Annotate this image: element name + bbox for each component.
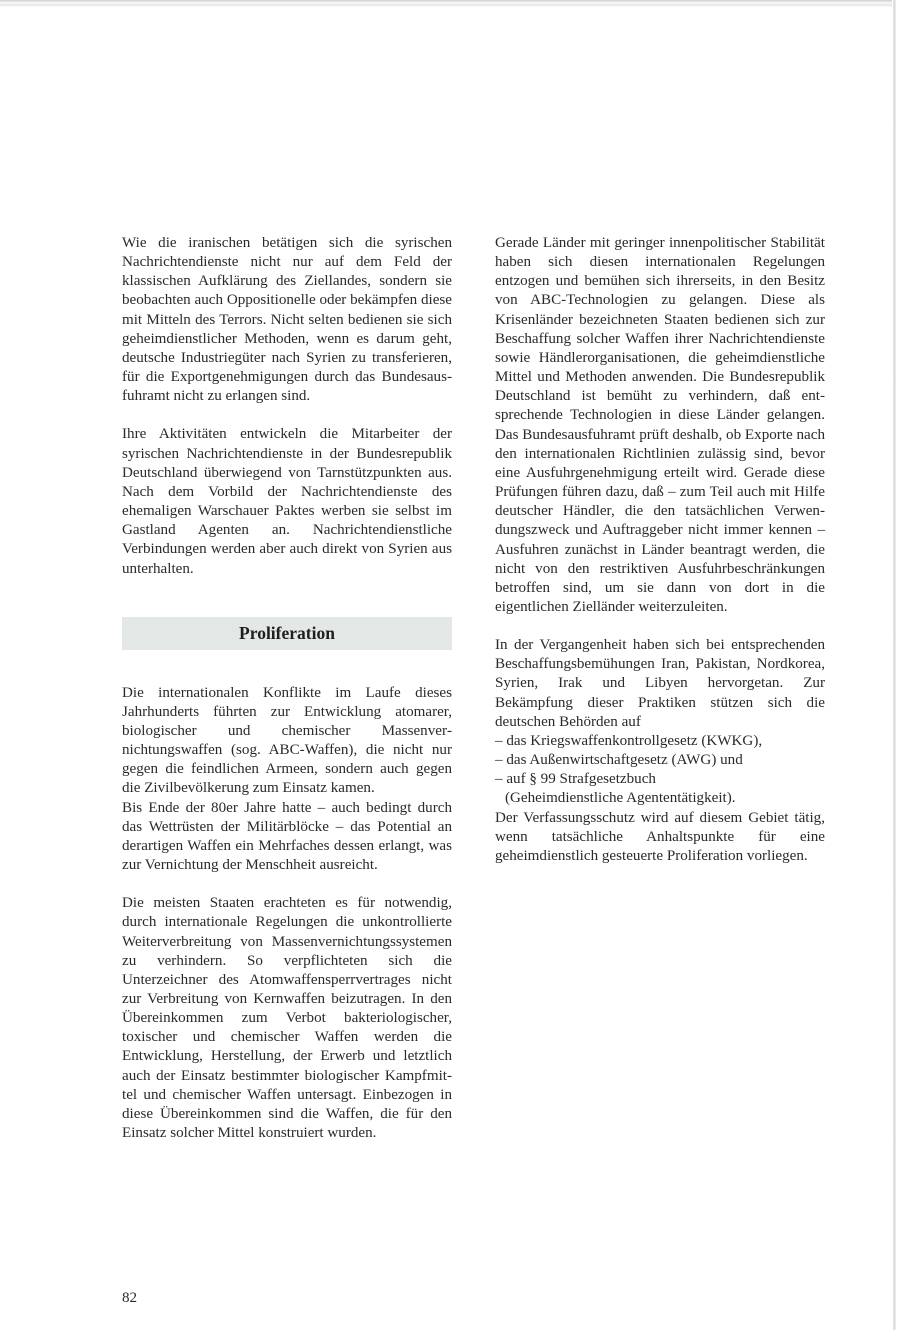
law-list xyxy=(495,732,825,809)
section-paragraph-3: Die meisten Staaten erachteten es für notwendig, durch internationale Regelungen die unkontrollierte Weiterverbreitung von Massenvernichtungssystemen zu verhindern. So verpflichteten sich die Unterzeichner des Atomwaffensperrvertrages nicht zur Verbreitung von Kernwaffen beizutragen. In den Übereinkommen zum Verbot bakteriologischer, toxischer und chemischer Waffen werden die Entwicklung, Herstellung, der Erwerb und letztlich auch der Einsatz bestimmter biologischer Kampfmittel und chemischer Waffen untersagt. Einbezogen in diese Übereinkommen sind die Waffen, die für den Einsatz solcher Mittel konstruiert wurden. xyxy=(122,895,452,1142)
right-paragraph-2: In der Vergangenheit haben sich bei entsprechenden Beschaffungsbemühungen Iran, Pakistan, Nordkorea, Syrien, Irak und Libyen hervorgetan. Zur Bekämpfung dieser Praktiken stützen sich die deutschen Behörden auf xyxy=(495,637,825,730)
left-column xyxy=(122,234,452,1143)
intro-paragraph-1: Wie die iranischen betätigen sich die syrischen Nachrichtendienste nicht nur auf dem Feld der klassischen Aufklärung des Ziellandes, sondern sie beobachten auch Oppositionelle oder bekämpfen diese mit Mitteln des Terrors. Nicht selten bedienen sie sich geheimdienstlicher Methoden, wenn es darum geht, deutsche Industriegüter nach Syrien zu transferieren, für die Exportgenehmigungen durch das Bundesausfuhramt nicht zu erlangen sind. xyxy=(122,235,452,405)
page-top-edge xyxy=(0,0,892,7)
list-item: – auf § 99 Strafgesetzbuch xyxy=(495,771,656,788)
right-column xyxy=(495,234,825,885)
list-item: (Geheimdienstliche Agententätigkeit). xyxy=(505,790,736,807)
section-title: Proliferation xyxy=(239,622,335,643)
list-item: – das Außenwirtschaftgesetz (AWG) und xyxy=(495,752,743,769)
section-paragraph-2: Bis Ende der 80er Jahre hatte – auch bedingt durch das Wettrüsten der Militärblöcke – das Potential an derartigen Waffen ein Mehrfaches dessen erlangt, was zur Vernichtung der Menschheit ausreicht. xyxy=(122,799,452,874)
page-right-edge xyxy=(893,0,896,1330)
right-paragraph-1: Gerade Länder mit geringer innenpolitischer Stabilität haben sich diesen internationalen Regelungen entzogen und bemühen sich ihrerseits, in den Besitz von ABC-Technologien zu gelangen. Diese als Krisenländer bezeichneten Staaten bedienen sich zur Beschaffung solcher Waffen ihrer Nachrichtendienste sowie Händlerorganisationen, die geheimdienstliche Mittel und Methoden anwenden. Die Bundesrepublik Deutschland ist bemüht zu verhindern, daß entsprechende Technologien in diese Länder gelangen. Das Bundesausfuhramt prüft deshalb, ob Exporte nach den internationalen Richtlinien zulässig sind, bevor eine Ausfuhrgenehmigung erteilt wird. Gerade diese Prüfungen führen dazu, daß – zum Teil auch mit Hilfe deutscher Händler, die den tatsächlichen Verwendungszweck und Auftraggeber nicht immer kennen – Ausfuhren zunächst in Länder beantragt werden, die nicht von den restriktiven Ausfuhrbeschränkungen betroffen sind, um sie dann von dort in die eigentlichen Zielländer weiterzuleiten. xyxy=(495,235,825,615)
intro-paragraph-2: Ihre Aktivitäten entwickeln die Mitarbeiter der syrischen Nachrichtendienste in der Bundesrepublik Deutschland überwiegend von Tarnstützpunkten aus. Nach dem Vorbild der Nachrichtendienste des ehemaligen Warschauer Paktes werben sie selbst im Gastland Agenten an. Nachrichtendienstliche Verbindungen werden aber auch direkt von Syrien aus unterhalten. xyxy=(122,426,452,577)
closing-paragraph: Der Verfassungsschutz wird auf diesem Gebiet tätig, wenn tatsächliche Anhaltspunkte für eine geheimdienstlich gesteuerte Proliferation vorliegen. xyxy=(495,809,825,864)
list-item: – das Kriegswaffenkontrollgesetz (KWKG), xyxy=(495,732,763,749)
page-number: 82 xyxy=(122,1290,138,1306)
section-heading-bar xyxy=(122,617,452,650)
section-paragraph-1: Die internationalen Konflikte im Laufe dieses Jahrhunderts führten zur Entwicklung atomarer, biologischer und chemischer Massenvernichtungswaffen (sog. ABC-Waffen), die nicht nur gegen die feindlichen Armeen, sondern auch gegen die Zivilbevölkerung zum Einsatz kamen. xyxy=(122,684,452,797)
